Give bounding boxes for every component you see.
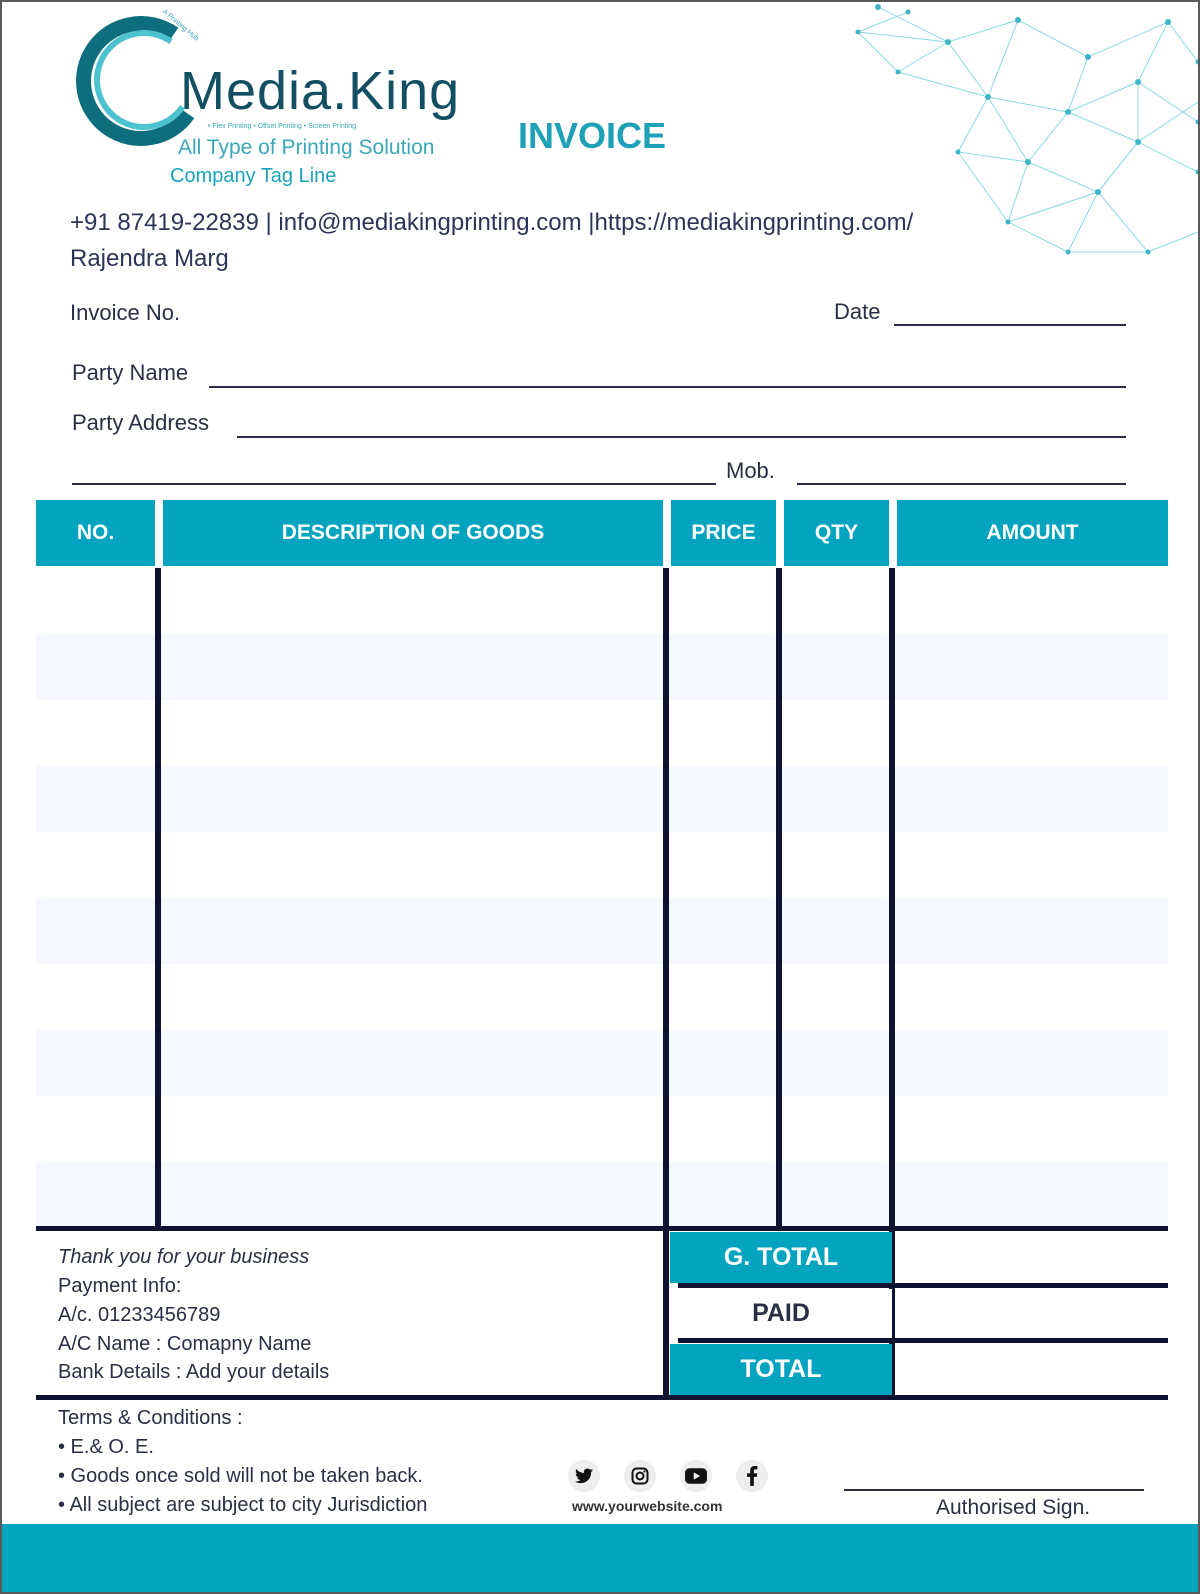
header-amount: AMOUNT — [897, 500, 1168, 566]
date-label: Date — [834, 299, 881, 324]
website-url[interactable]: www.yourwebsite.com — [572, 1498, 723, 1514]
authorised-sign-label: Authorised Sign. — [936, 1496, 1091, 1519]
youtube-icon[interactable] — [680, 1460, 712, 1492]
contact-line: +91 87419-22839 | info@mediakingprinting.com |https://mediakingprinting.com/ — [70, 209, 914, 236]
footer-band — [2, 1524, 1200, 1594]
table-row — [36, 1162, 1168, 1228]
table-row — [36, 634, 1168, 700]
account-name: A/C Name : Comapny Name — [58, 1333, 312, 1355]
gtotal-divider — [678, 1283, 1168, 1288]
contact-block — [70, 205, 913, 277]
address-line-2[interactable] — [72, 483, 716, 485]
table-row — [36, 898, 1168, 964]
column-divider — [776, 568, 782, 1228]
terms-heading: Terms & Conditions : — [58, 1407, 243, 1429]
header-price: PRICE — [671, 500, 776, 566]
column-divider — [155, 568, 161, 1228]
payment-info-label: Payment Info: — [58, 1275, 182, 1297]
instagram-icon[interactable] — [624, 1460, 656, 1492]
party-name-line[interactable] — [209, 386, 1126, 388]
signature-line — [844, 1489, 1144, 1491]
address-line: Rajendra Marg — [70, 245, 229, 272]
document-title: INVOICE — [518, 115, 667, 156]
logo-slogan: All Type of Printing Solution — [178, 136, 435, 159]
company-tagline: Company Tag Line — [170, 165, 337, 187]
party-name-label: Party Name — [72, 360, 189, 385]
terms-item: • E.& O. E. — [58, 1436, 154, 1458]
date-line[interactable] — [894, 324, 1126, 326]
table-row — [36, 1030, 1168, 1096]
header-description: DESCRIPTION OF GOODS — [163, 500, 663, 566]
paid-label: PAID — [670, 1289, 892, 1338]
column-divider — [663, 568, 669, 1399]
logo-services: • Flex Printing • Offset Printing • Screen Printing — [208, 123, 357, 130]
header-qty: QTY — [784, 500, 889, 566]
twitter-icon[interactable] — [568, 1460, 600, 1492]
summary-bottom-line — [36, 1395, 1168, 1400]
account-number: A/c. 01233456789 — [58, 1304, 221, 1326]
invoice-no-label: Invoice No. — [70, 300, 181, 325]
logo-arc-text: A Printing Hub — [160, 8, 200, 43]
paid-divider — [678, 1338, 1168, 1343]
party-address-label: Party Address — [72, 410, 209, 435]
thank-you-note: Thank you for your business — [58, 1246, 310, 1268]
table-row — [36, 766, 1168, 832]
table-bottom-line — [36, 1226, 1168, 1231]
mob-label: Mob. — [726, 458, 775, 483]
logo-wordmark: Media.King — [180, 61, 461, 121]
terms-item: • Goods once sold will not be taken back. — [58, 1465, 423, 1487]
mob-line[interactable] — [797, 483, 1126, 485]
header-no: NO. — [36, 500, 155, 566]
g-total-label: G. TOTAL — [670, 1232, 892, 1283]
company-logo — [72, 8, 461, 162]
total-label: TOTAL — [670, 1344, 892, 1395]
party-address-line[interactable] — [237, 436, 1126, 438]
bank-details: Bank Details : Add your details — [58, 1361, 330, 1383]
facebook-icon[interactable] — [736, 1460, 768, 1492]
terms-item: • All subject are subject to city Jurisdiction — [58, 1494, 428, 1516]
